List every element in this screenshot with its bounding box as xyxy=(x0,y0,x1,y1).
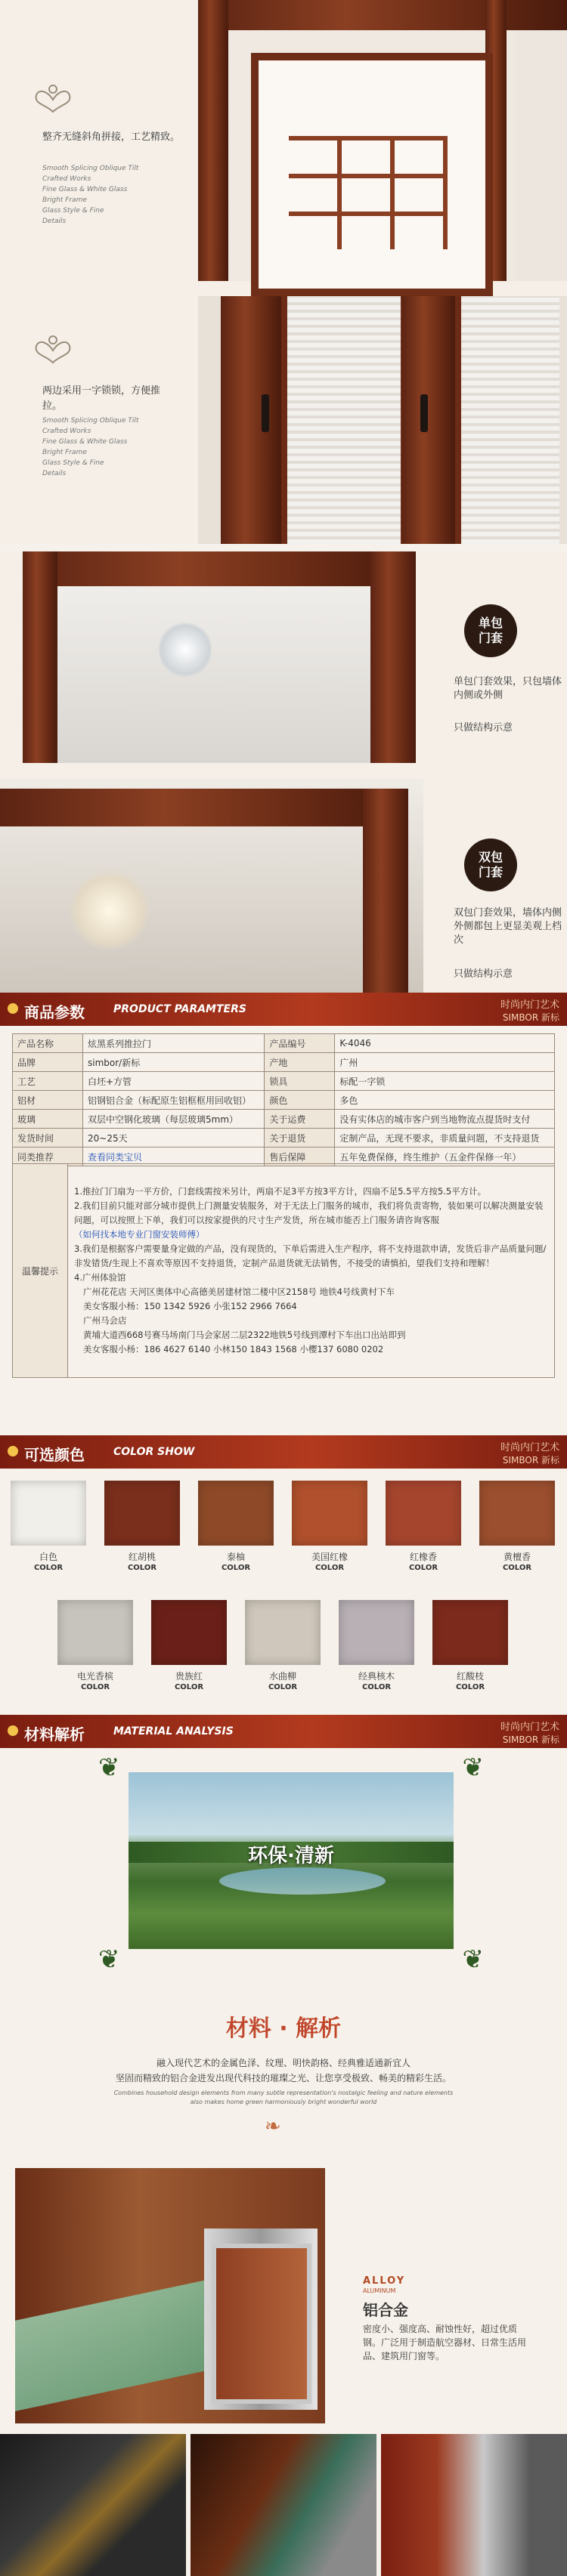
color-swatch xyxy=(292,1481,367,1546)
param-key: 锁具 xyxy=(265,1072,335,1091)
color-name: 贵族红 xyxy=(175,1671,203,1682)
single-cover-note: 只做结构示意 xyxy=(454,722,513,734)
color-swatch xyxy=(104,1481,180,1546)
color-swatch xyxy=(151,1600,227,1665)
param-value: K-4046 xyxy=(335,1034,555,1053)
alloy-cn: 铝合金 xyxy=(363,2301,408,2319)
color-swatch xyxy=(198,1481,274,1546)
color-swatch xyxy=(245,1600,321,1665)
single-cover-photo xyxy=(23,551,416,763)
color-name: 泰柚 xyxy=(226,1552,245,1562)
params-row xyxy=(13,1110,555,1129)
color-tag: COLOR xyxy=(174,1683,204,1691)
color-tag: COLOR xyxy=(314,1564,345,1572)
param-value: 炫黑系列推拉门 xyxy=(83,1034,265,1053)
param-value: 铝钢铝合金（标配原生铝框框用回收铝） xyxy=(83,1091,265,1110)
cover-section xyxy=(0,551,567,997)
eco-banner-frame xyxy=(98,1753,484,1975)
install-link[interactable]: （如何找本地专业门窗安装师傅） xyxy=(74,1229,205,1240)
color-name: 电光香槟 xyxy=(76,1671,113,1682)
color-tag: COLOR xyxy=(33,1564,64,1572)
color-tag: COLOR xyxy=(80,1683,110,1691)
params-row xyxy=(13,1091,555,1110)
eco-landscape-photo xyxy=(129,1772,454,1949)
param-key: 铝材 xyxy=(13,1091,83,1110)
double-cover-text: 双包门套效果，墙体内侧外侧都包上更显美观上档次 xyxy=(454,907,562,946)
params-table xyxy=(12,1033,555,1166)
leaf-ornament-icon: ❦ xyxy=(462,1944,484,1975)
door-lock-icon xyxy=(420,394,428,432)
color-swatch xyxy=(57,1600,133,1665)
color-name: 美国红橡 xyxy=(311,1552,348,1562)
intro-en-1: Smooth Splicing Oblique Tilt Crafted Works Fine Glass & White Glass Bright Frame Glass Style & Fine Details xyxy=(42,165,139,225)
param-value[interactable]: 查看同类宝贝 xyxy=(83,1147,265,1166)
param-key: 工艺 xyxy=(13,1072,83,1091)
color-swatch xyxy=(479,1481,555,1546)
color-tag: COLOR xyxy=(361,1683,392,1691)
header-dot-icon xyxy=(8,1725,18,1736)
param-value: 20~25天 xyxy=(83,1129,265,1147)
color-name: 黄檀香 xyxy=(503,1552,531,1562)
param-value: 定制产品，无现不要求，非质量问题，不支持退货 xyxy=(335,1129,555,1147)
alloy-desc: 密度小、强度高、耐蚀性好，超过优质钢。广泛用于制造航空器材、日常生活用品、建筑用门窗等。 xyxy=(363,2324,527,2361)
color-name: 经典核木 xyxy=(358,1671,395,1682)
material-title: 材料 · 解析 xyxy=(225,2015,342,2042)
intro-en-2: Smooth Splicing Oblique Tilt Crafted Works Fine Glass & White Glass Bright Frame Glass Style & Fine Details xyxy=(42,417,139,477)
tips-label: 温馨提示 xyxy=(13,1164,68,1378)
color-name: 水曲柳 xyxy=(268,1671,296,1682)
sliding-door-photo xyxy=(198,296,567,544)
param-value: 没有实体店的城市客户到当地物流点提货时支付 xyxy=(335,1110,555,1129)
color-tag: COLOR xyxy=(502,1564,532,1572)
alloy-en1: ALLOY xyxy=(363,2275,406,2287)
material-en2: also makes home green harmoniously bright wonderful world xyxy=(190,2099,377,2105)
header-dot-icon xyxy=(8,1446,18,1456)
ornament-icon xyxy=(30,82,76,116)
material-line1: 融入现代艺术的金属色泽、纹理、明快韵格、经典雅适通新宜人 xyxy=(156,2058,411,2068)
double-cover-note: 只做结构示意 xyxy=(454,968,513,980)
color-header: 可选颜色 COLOR SHOW 时尚内门艺术 SIMBOR 新标 xyxy=(0,1435,567,1469)
color-tag: COLOR xyxy=(268,1683,298,1691)
alloy-profile-photo xyxy=(15,2168,325,2423)
single-cover-badge: 单包 门套 xyxy=(464,604,517,657)
params-row xyxy=(13,1129,555,1147)
param-value: 五年免费保修，终生维护（五金件保修一年） xyxy=(335,1147,555,1166)
tips-table xyxy=(12,1163,555,1378)
color-tag: COLOR xyxy=(221,1564,251,1572)
param-key: 售后保障 xyxy=(265,1147,335,1166)
params-row xyxy=(13,1034,555,1053)
intro-text-2: 两边采用一字锁锁，方便推拉。 xyxy=(42,385,161,412)
flourish-icon: ❧ xyxy=(265,2115,281,2138)
single-cover-text: 单包门套效果，只包墙体内侧或外侧 xyxy=(454,676,562,701)
param-value: 多色 xyxy=(335,1091,555,1110)
param-key: 关于退货 xyxy=(265,1129,335,1147)
alloy-en2: ALUMINUM xyxy=(363,2287,396,2294)
tips-content: 1.推拉门门扇为一平方价，门套线需按米另计，两扇不足3平方按3平方计，四扇不足5.5平方按5.5平方计。 2.我们目前只能对部分城市提供上门测量安装服务，对于无法上门服务的城市，我们将负责寄物，装如果可以解决测量安装问题，可以按照上下单，我们可以按家提供的尺寸生产发货，所在城市能否上门服务请咨询客服 （如何找本地专业门窗安装师傅） 3.我们是根据客户需要量身定做的产品，没有现货的，下单后需进入生产程序，将不支持退款申请，发货后非产品质量问题/非发错货/生现上不喜欢等原因不支持退货，定制产品退货就无法销售，不接受的请慎拍，望我们支持和理解！ 4.广州体验馆 广州花花店 天河区奥体中心高德美居建材馆二楼中区2158号 地铁4号线黄村下车 美女客服小杨：150 1342 5926 小张152 2966 7664 广州马会店 黄埔大道西668号赛马场南门马会家居二层2322地铁5号线到潭村下车出口出站即到 美女客服小杨：186 4627 6140 小林150 1843 1568 小樱137 6080 0202 xyxy=(68,1164,555,1378)
window-photo-top xyxy=(198,0,567,281)
leaf-ornament-icon: ❦ xyxy=(462,1753,484,1783)
param-value: 白坯+方管 xyxy=(83,1072,265,1091)
header-dot-icon xyxy=(8,1003,18,1014)
intro-text-1: 整齐无缝斜角拼接，工艺精致。 xyxy=(42,131,181,143)
intro-section xyxy=(0,0,567,544)
param-key: 同类推荐 xyxy=(13,1147,83,1166)
color-tag: COLOR xyxy=(127,1564,157,1572)
param-value: 标配一字锁 xyxy=(335,1072,555,1091)
color-tag: COLOR xyxy=(408,1564,438,1572)
param-key: 品牌 xyxy=(13,1053,83,1072)
param-value: simbor/新标 xyxy=(83,1053,265,1072)
param-key: 颜色 xyxy=(265,1091,335,1110)
material-en: Combines household design elements from many subtle representation's nostalgic feeling and nature elements xyxy=(113,2090,454,2096)
eco-banner-text: 环保·清新 xyxy=(248,1845,334,1867)
color-name: 红酸枝 xyxy=(456,1671,484,1682)
params-row xyxy=(13,1053,555,1072)
detail-photo-3 xyxy=(381,2434,567,2576)
param-key: 玻璃 xyxy=(13,1110,83,1129)
leaf-ornament-icon: ❦ xyxy=(98,1944,120,1975)
door-lock-icon xyxy=(262,394,269,432)
param-key: 关于运费 xyxy=(265,1110,335,1129)
material-header: 材料解析 MATERIAL ANALYSIS 时尚内门艺术 SIMBOR 新标 xyxy=(0,1715,567,1748)
param-key: 产地 xyxy=(265,1053,335,1072)
color-tag: COLOR xyxy=(455,1683,485,1691)
double-cover-badge: 双包 门套 xyxy=(464,839,517,891)
color-name: 红橡香 xyxy=(409,1552,437,1562)
param-key: 产品编号 xyxy=(265,1034,335,1053)
leaf-ornament-icon: ❦ xyxy=(98,1753,120,1783)
params-row xyxy=(13,1072,555,1091)
color-swatch xyxy=(339,1600,414,1665)
color-swatch xyxy=(386,1481,461,1546)
detail-photo-2 xyxy=(191,2434,376,2576)
param-value: 双层中空钢化玻璃（每层玻璃5mm） xyxy=(83,1110,265,1129)
ornament-icon xyxy=(30,332,76,367)
color-name: 红胡桃 xyxy=(128,1552,156,1562)
param-key: 产品名称 xyxy=(13,1034,83,1053)
double-cover-photo xyxy=(0,778,423,997)
material-line2: 坚固而精致的铝合金进发出现代科技的璀璨之光、让您享受极致、畅美的精彩生活。 xyxy=(115,2073,451,2083)
param-key: 发货时间 xyxy=(13,1129,83,1147)
param-value: 广州 xyxy=(335,1053,555,1072)
color-swatches xyxy=(0,1473,567,1707)
detail-photo-1 xyxy=(0,2434,186,2576)
params-header: 商品参数 PRODUCT PARAMTERS 时尚内门艺术 SIMBOR 新标 xyxy=(0,993,567,1026)
color-swatch xyxy=(432,1600,508,1665)
color-swatch xyxy=(11,1481,86,1546)
color-name: 白色 xyxy=(39,1552,57,1562)
